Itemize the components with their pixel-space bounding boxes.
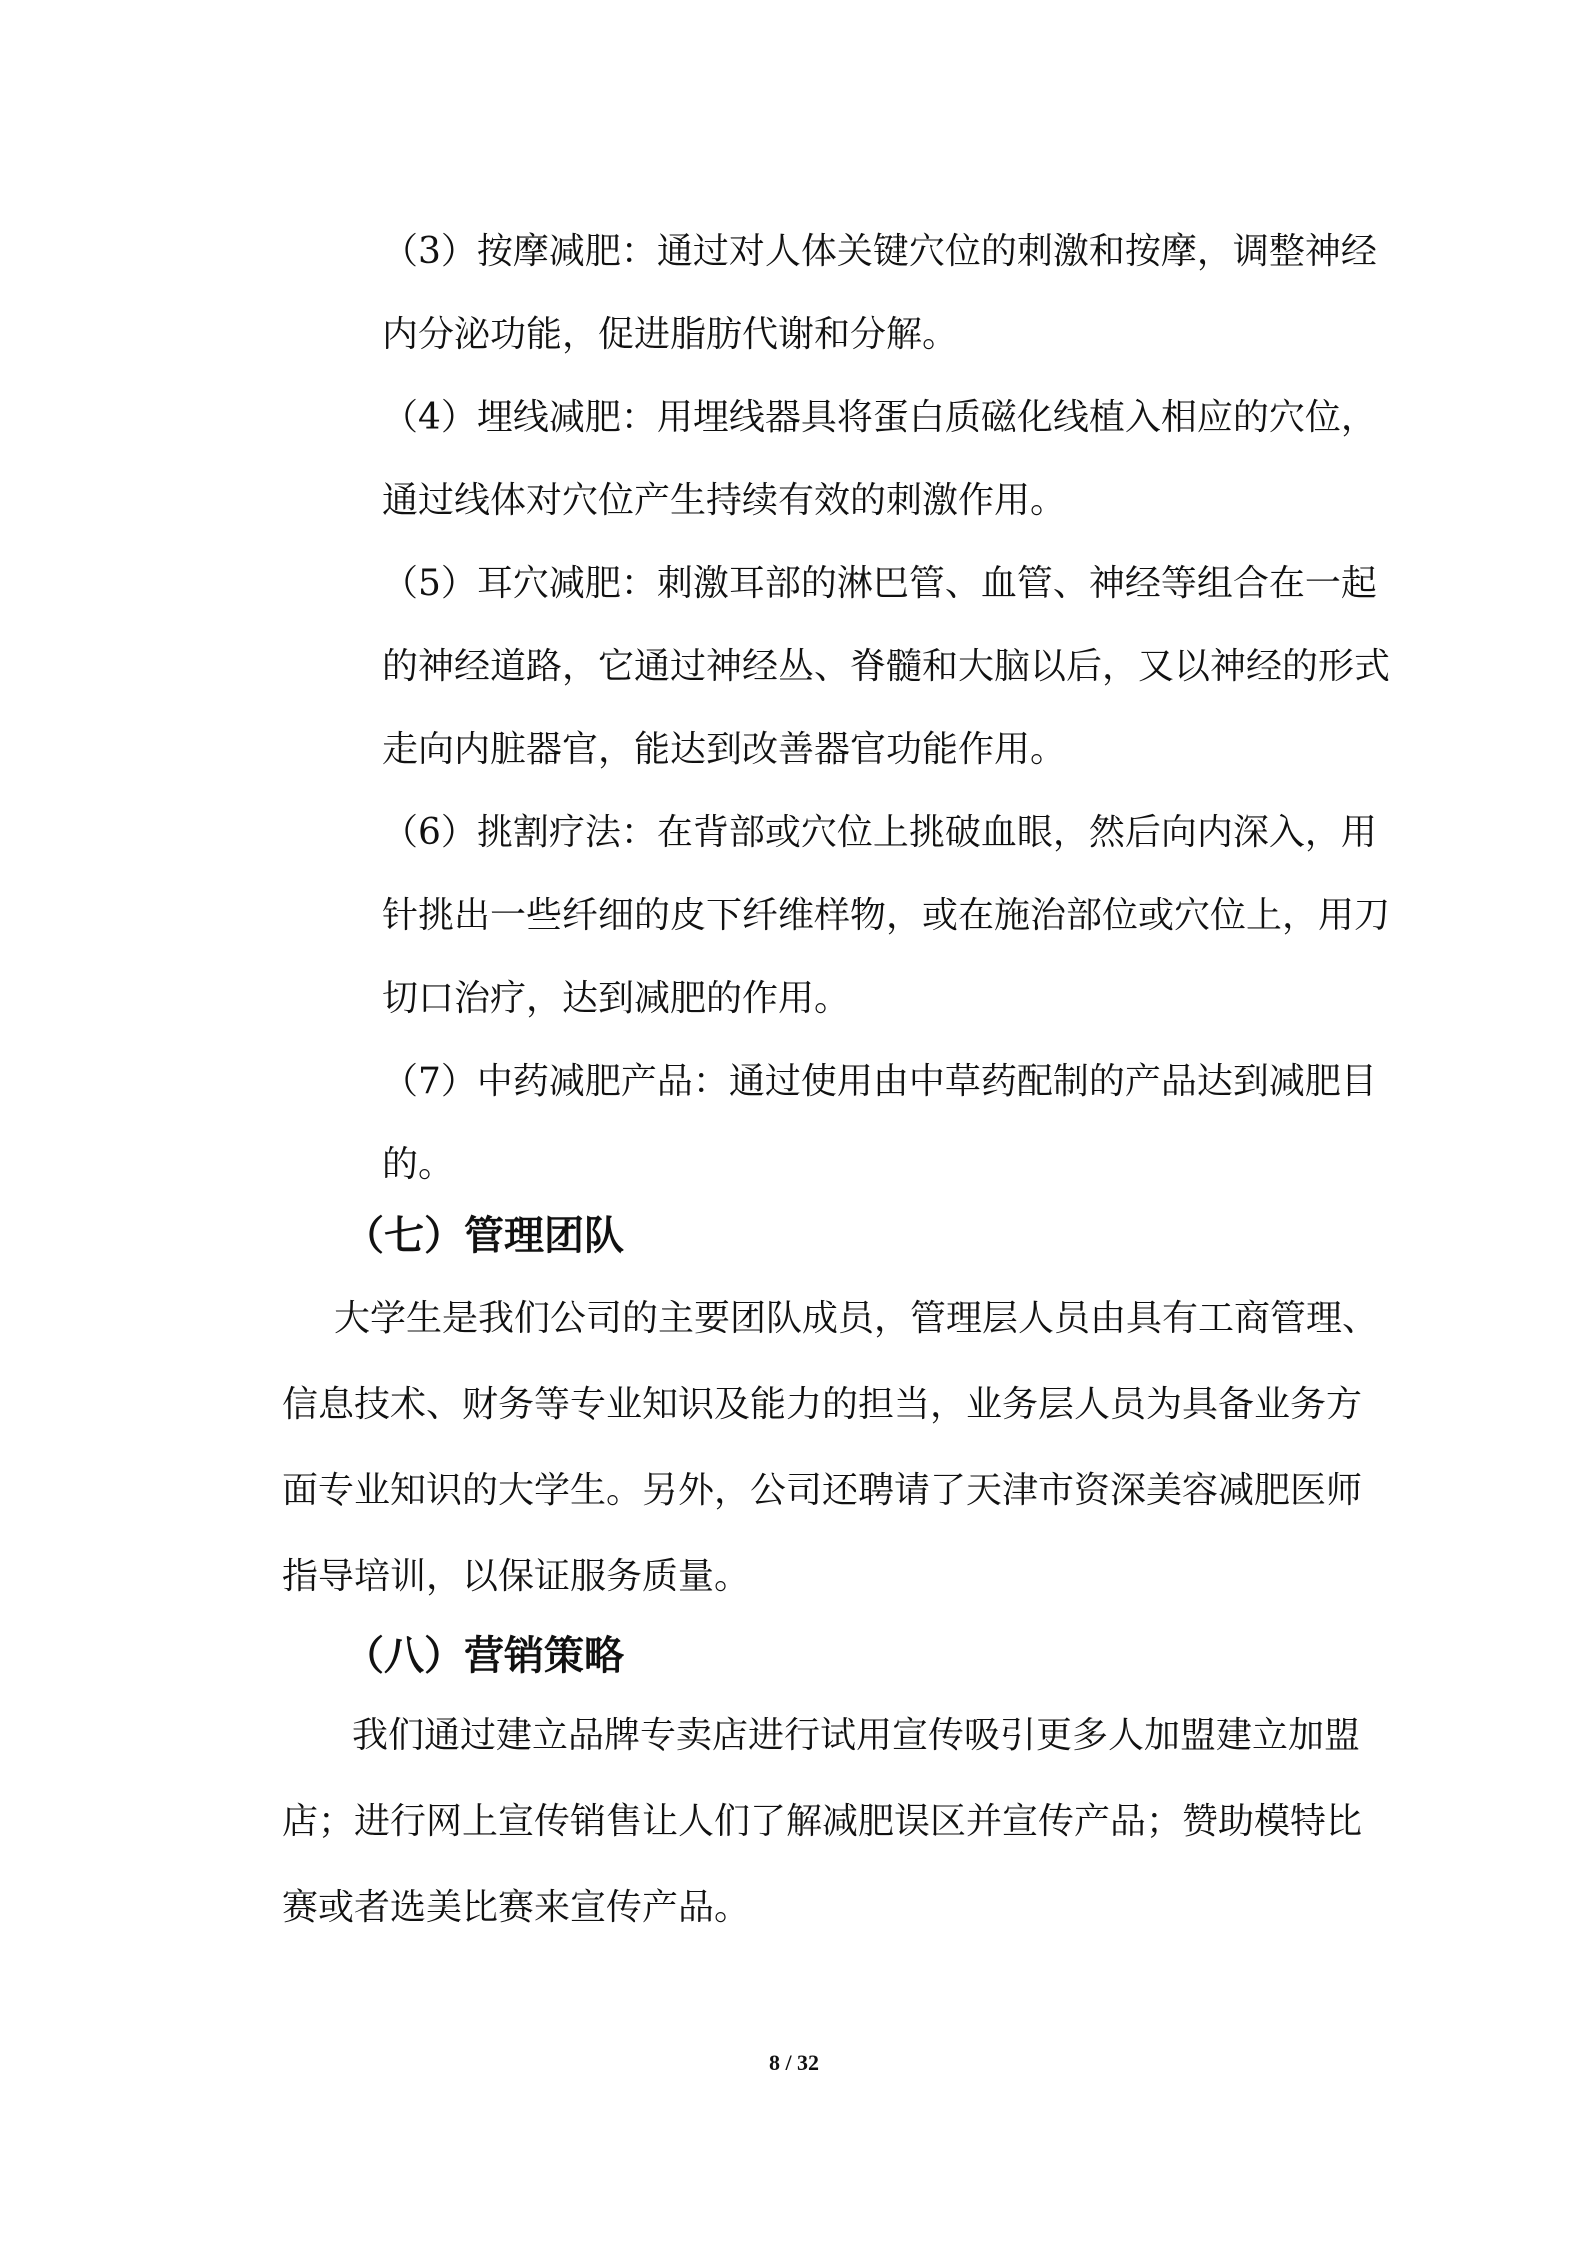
list-item: （6）挑割疗法：在背部或穴位上挑破血眼，然后向内深入，用针挑出一些纤细的皮下纤维样物，或在施治部位或穴位上，用刀切口治疗，达到减肥的作用。 xyxy=(382,812,1391,1019)
page-number: 8 / 32 xyxy=(768,2050,820,2075)
section-heading-marketing-strategy: （八）营销策略 xyxy=(344,1632,624,1679)
section-heading-management-team: （七）管理团队 xyxy=(344,1212,624,1259)
list-item: （5）耳穴减肥：刺激耳部的淋巴管、血管、神经等组合在一起的神经道路，它通过神经丛、脊髓和大脑以后，又以神经的形式走向内脏器官，能达到改善器官功能作用。 xyxy=(382,563,1391,770)
method-list xyxy=(382,210,1402,1206)
list-item: （7）中药减肥产品：通过使用由中草药配制的产品达到减肥目的。 xyxy=(382,1061,1377,1185)
list-item: （4）埋线减肥：用埋线器具将蛋白质磁化线植入相应的穴位，通过线体对穴位产生持续有效的刺激作用。 xyxy=(382,397,1377,521)
list-item: （3）按摩减肥：通过对人体关键穴位的刺激和按摩，调整神经内分泌功能，促进脂肪代谢和分解。 xyxy=(382,231,1377,355)
section-body-management-team: 大学生是我们公司的主要团队成员，管理层人员由具有工商管理、信息技术、财务等专业知识及能力的担当，业务层人员为具备业务方面专业知识的大学生。另外，公司还聘请了天津市资深美容减肥医师指导培训，以保证服务质量。 xyxy=(282,1298,1379,1597)
section-body-marketing-strategy: 我们通过建立品牌专卖店进行试用宣传吸引更多人加盟建立加盟店；进行网上宣传销售让人们了解减肥误区并宣传产品；赞助模特比赛或者选美比赛来宣传产品。 xyxy=(282,1715,1363,1928)
